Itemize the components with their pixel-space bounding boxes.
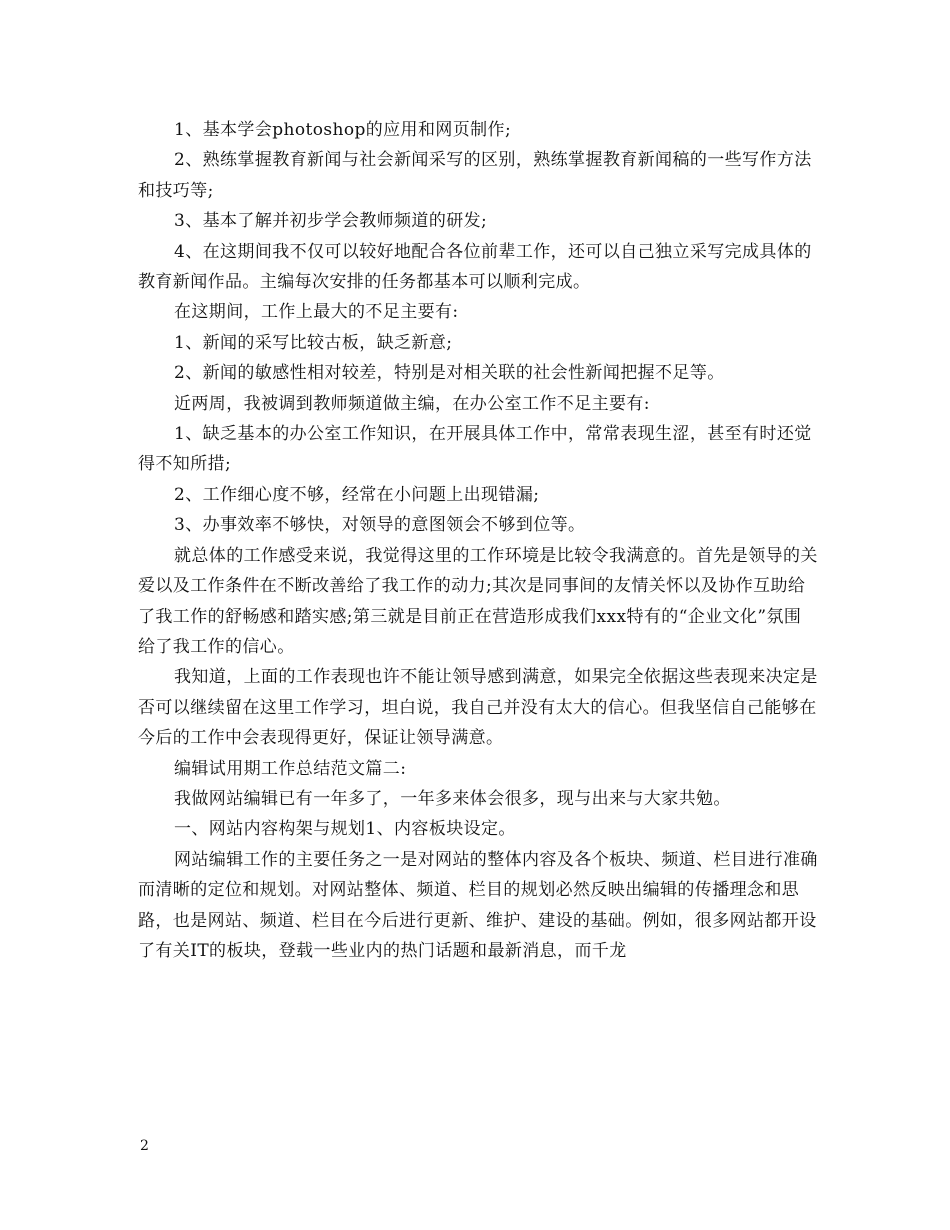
paragraph: 1、基本学会photoshop的应用和网页制作;	[174, 120, 512, 140]
paragraph: 就总体的工作感受来说，我觉得这里的工作环境是比较令我满意的。首先是领导的关爱以及工作条件在不断改善给了我工作的动力;其次是同事间的友情关怀以及协作互助给了我工作的舒畅感和踏实感;第三就是目前正在营造形成我们xxx特有的“企业文化”氛围给了我工作的信心。	[138, 545, 818, 657]
paragraph: 3、基本了解并初步学会教师频道的研发;	[174, 211, 488, 232]
paragraph: 近两周，我被调到教师频道做主编，在办公室工作不足主要有:	[174, 393, 650, 414]
paragraph: 4、在这期间我不仅可以较好地配合各位前辈工作，还可以自己独立采写完成具体的教育新闻作品。主编每次安排的任务都基本可以顺利完成。	[138, 241, 812, 293]
paragraph: 我做网站编辑已有一年多了，一年多来体会很多，现与出来与大家共勉。	[174, 788, 731, 809]
paragraph: 2、熟练掌握教育新闻与社会新闻采写的区别，熟练掌握教育新闻稿的一些写作方法和技巧等;	[138, 150, 812, 201]
paragraph: 在这期间，工作上最大的不足主要有:	[174, 302, 459, 323]
page-number: 2	[140, 1138, 149, 1154]
document-body	[138, 115, 818, 966]
section-heading: 编辑试用期工作总结范文篇二:	[174, 758, 407, 779]
paragraph: 网站编辑工作的主要任务之一是对网站的整体内容及各个板块、频道、栏目进行准确而清晰的定位和规划。对网站整体、频道、栏目的规划必然反映出编辑的传播理念和思路，也是网站、频道、栏目在今后进行更新、维护、建设的基础。例如，很多网站都开设了有关IT的板块，登载一些业内的热门话题和最新消息，而千龙	[138, 849, 818, 961]
paragraph: 3、办事效率不够快，对领导的意图领会不够到位等。	[174, 515, 586, 536]
paragraph: 我知道，上面的工作表现也许不能让领导感到满意，如果完全依据这些表现来决定是否可以继续留在这里工作学习，坦白说，我自己并没有太大的信心。但我坚信自己能够在今后的工作中会表现得更好，保证让领导满意。	[138, 667, 818, 749]
paragraph: 1、新闻的采写比较古板，缺乏新意;	[174, 332, 453, 353]
paragraph: 一、网站内容构架与规划1、内容板块设定。	[174, 819, 516, 840]
paragraph: 2、工作细心度不够，经常在小问题上出现错漏;	[174, 484, 540, 505]
paragraph: 1、缺乏基本的办公室工作知识，在开展具体工作中，常常表现生涩，甚至有时还觉得不知所措;	[138, 424, 812, 475]
paragraph: 2、新闻的敏感性相对较差，特别是对相关联的社会性新闻把握不足等。	[174, 363, 725, 384]
